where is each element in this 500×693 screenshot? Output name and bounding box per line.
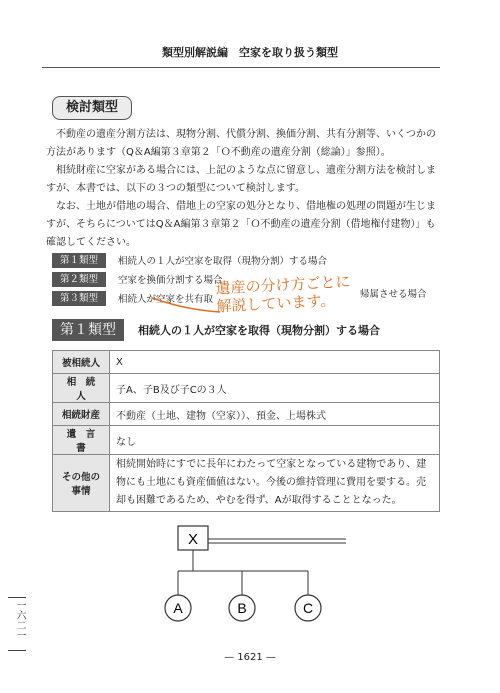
- parent-label: X: [187, 531, 199, 548]
- type-badge: 第３類型: [52, 291, 106, 306]
- paragraph-3: なお、土地が借地の場合、借地上の空家の処分となり、借地権の処理の問題が生じますが、そちらについてはQ＆A編第３章第２「Ｏ不動産の遺産分割（借地権付建物）」も確認してください。: [46, 201, 436, 249]
- handwritten-underline: [150, 294, 222, 314]
- table-row: [53, 403, 440, 426]
- type-label: 相続人が空家を共有取: [118, 294, 214, 305]
- type1-badge: 第１類型: [52, 319, 124, 341]
- table-key: 被相続人: [53, 351, 110, 374]
- table-row: [53, 374, 440, 403]
- type1-title: 相続人の１人が空家を取得（現物分割）する場合: [138, 324, 380, 337]
- section-tab: 検討類型: [52, 96, 132, 120]
- running-header: 類型別解説編 空家を取り扱う類型: [162, 46, 338, 59]
- table-key: 遺 言 書: [53, 426, 110, 455]
- table-row: [53, 426, 440, 455]
- handwritten-note-line2: 解説しています。: [216, 291, 336, 316]
- table-key: その他の事情: [53, 455, 110, 512]
- type1-heading: [52, 318, 442, 342]
- type-badge: 第２類型: [52, 272, 106, 287]
- child-a-label: A: [173, 600, 183, 616]
- table-value: 子A、子B及び子Cの３人: [110, 374, 440, 403]
- table-value: X: [110, 351, 440, 374]
- margin-rule-top: [8, 597, 26, 598]
- table-key: 相 続 人: [53, 374, 110, 403]
- type3-label-tail: 帰属させる場合: [360, 289, 427, 300]
- family-tree-diagram: [150, 520, 350, 630]
- type-item-1: [52, 252, 442, 268]
- child-c-label: C: [302, 600, 314, 616]
- page-number: — 1621 —: [224, 652, 276, 663]
- table-row: [53, 351, 440, 374]
- table-key: 相続財産: [53, 403, 110, 426]
- paragraph-1: 不動産の遺産分割方法は、現物分割、代償分割、換価分割、共有分割等、いくつかの方法があります（Q＆A編第３章第２「Ｏ不動産の遺産分割（総論）」参照）。: [46, 129, 436, 159]
- table-value: 不動産（土地、建物（空家））、預金、上場株式: [110, 403, 440, 426]
- margin-rule-bottom: [8, 650, 26, 651]
- table-value: 相続開始時にすでに長年にわたって空家となっている建物であり、建物にも土地にも資産価値はない。今後の維持管理に費用を要する。売却も困難であるため、やむを得ず、Aが取得することとなった。: [110, 455, 440, 512]
- case-table: [52, 350, 440, 512]
- margin-page-mark: 一六二一: [14, 600, 25, 640]
- table-row: [53, 455, 440, 512]
- handwritten-note: [215, 272, 352, 315]
- child-b-label: B: [237, 600, 247, 616]
- table-value: なし: [110, 426, 440, 455]
- handwritten-note-line1: 遺産の分け方ごとに: [215, 272, 351, 298]
- type-badge: 第１類型: [52, 253, 106, 268]
- header-divider: [42, 67, 440, 68]
- type-label: 空家を換価分割する場合: [118, 275, 223, 286]
- type-label: 相続人の１人が空家を取得（現物分割）する場合: [118, 256, 328, 267]
- paragraph-2: 相続財産に空家がある場合には、上記のような点に留意し、遺産分割方法を検討しますが、本書では、以下の３つの類型について検討します。: [46, 165, 436, 195]
